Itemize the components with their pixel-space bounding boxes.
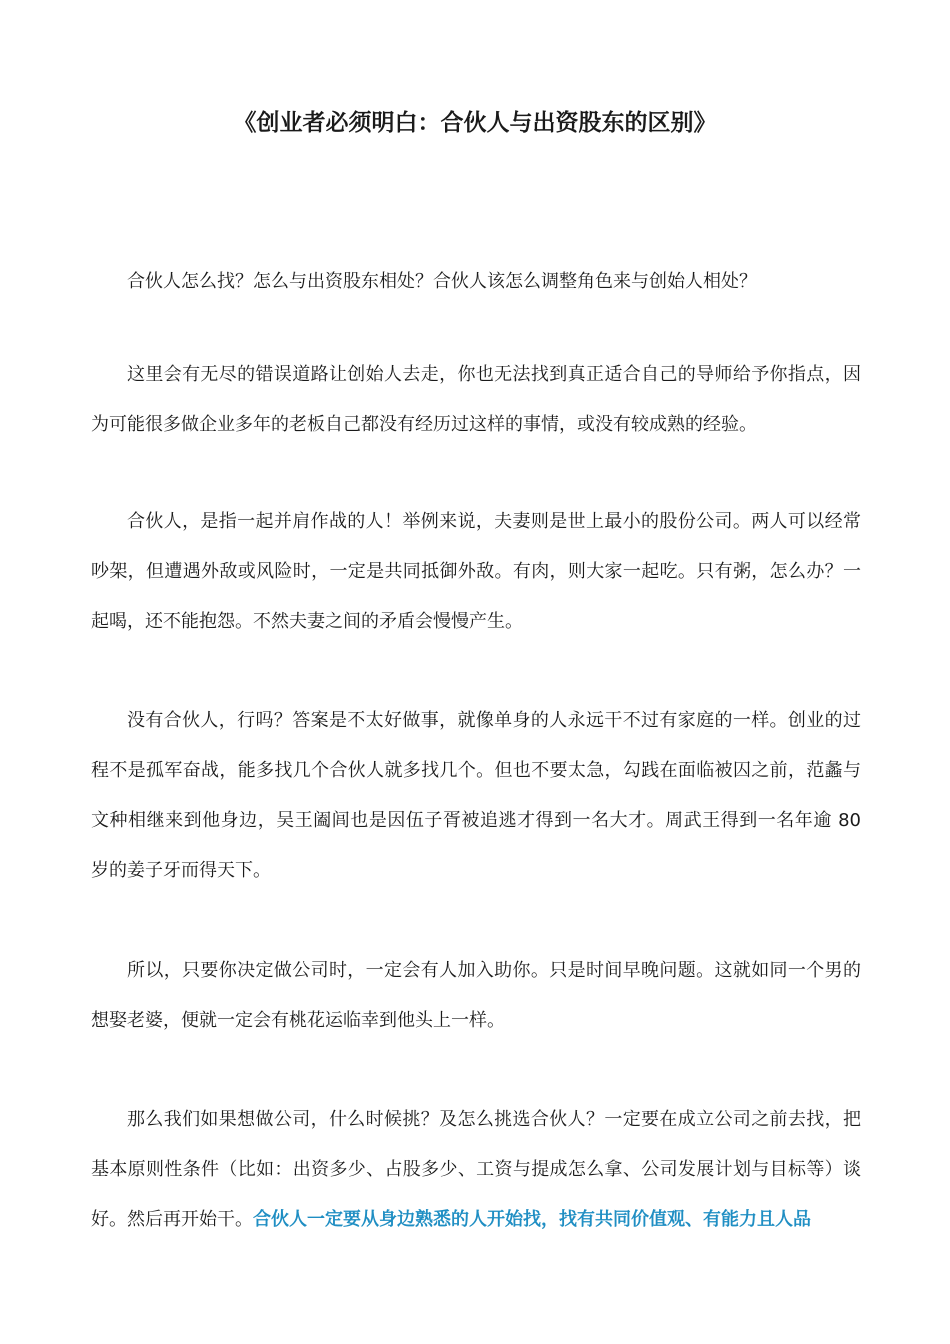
paragraph-3: 合伙人，是指一起并肩作战的人！举例来说，夫妻则是世上最小的股份公司。两人可以经常吵架，但遭遇外敌或风险时，一定是共同抵御外敌。有肉，则大家一起吃。只有粥，怎么办？一起喝，还不能抱怨。不然夫妻之间的矛盾会慢慢产生。 xyxy=(91,511,861,632)
paragraph-6 xyxy=(91,1095,861,1245)
paragraph-2: 这里会有无尽的错误道路让创始人去走，你也无法找到真正适合自己的导师给予你指点，因为可能很多做企业多年的老板自己都没有经历过这样的事情，或没有较成熟的经验。 xyxy=(91,364,861,435)
paragraph-4: 没有合伙人，行吗？答案是不太好做事，就像单身的人永远干不过有家庭的一样。创业的过程不是孤军奋战，能多找几个合伙人就多找几个。但也不要太急，勾践在面临被囚之前，范蠡与文种相继来到他身边，吴王阖闾也是因伍子胥被追逃才得到一名大才。周武王得到一名年逾 80 岁的姜子牙而得天下。 xyxy=(91,710,861,881)
paragraph-1: 合伙人怎么找？怎么与出资股东相处？合伙人该怎么调整角色来与创始人相处？ xyxy=(127,271,757,292)
paragraph-5: 所以，只要你决定做公司时，一定会有人加入助你。只是时间早晚问题。这就如同一个男的想娶老婆，便就一定会有桃花运临幸到他头上一样。 xyxy=(91,960,861,1031)
document-title: 《创业者必须明白：合伙人与出资股东的区别》 xyxy=(233,110,717,136)
paragraph-6-text: 那么我们如果想做公司，什么时候挑？及怎么挑选合伙人？一定要在成立公司之前去找，把基本原则性条件（比如：出资多少、占股多少、工资与提成怎么拿、公司发展计划与目标等）谈好。然后再开始干。 xyxy=(91,1109,861,1230)
paragraph-6-highlight: 合伙人一定要从身边熟悉的人开始找，找有共同价值观、有能力且人品 xyxy=(253,1209,811,1230)
